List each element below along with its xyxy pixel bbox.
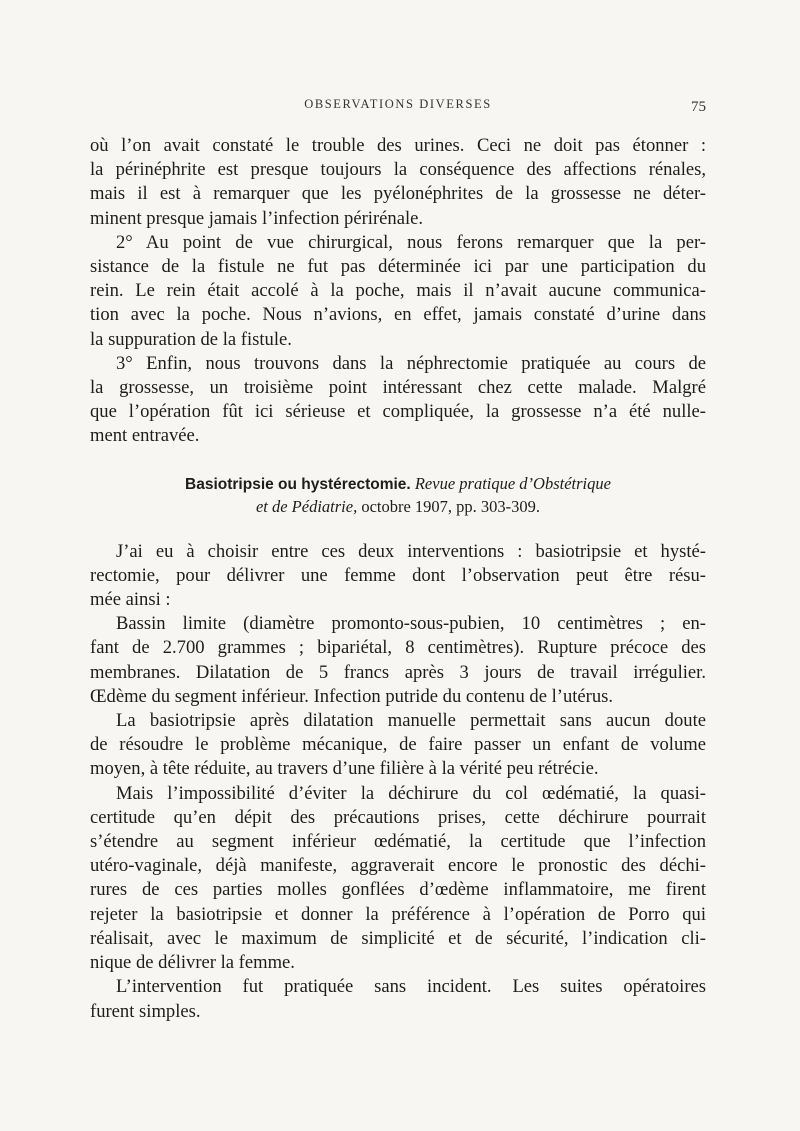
text-line: la suppuration de la fistule. [90,328,292,350]
text-line: Mais l’impossibilité d’éviter la déchirure du col œdématié, la quasi- [116,782,706,804]
text-line: rein. Le rein était accolé à la poche, mais il n’avait aucune communica- [90,280,706,302]
text-line: certitude qu’en dépit des précautions prises, cette déchirure pourrait [90,806,706,828]
text-line: 2° Au point de vue chirurgical, nous ferons remarquer que la per- [116,231,706,253]
text-line: fant de 2.700 grammes ; bipariétal, 8 centimètres). Rupture précoce des [90,637,706,659]
paragraph [90,782,706,976]
text-line: Bassin limite (diamètre promonto-sous-pubien, 10 centimètres ; en- [116,613,706,635]
text-line: la périnéphrite est presque toujours la conséquence des affections rénales, [90,159,706,181]
text-line: utéro-vaginale, déjà manifeste, aggraverait encore le pronostic des déchi- [90,855,706,877]
text-line: sistance de la fistule ne fut pas déterminée ici par une participation du [90,256,706,278]
text-line: La basiotripsie après dilatation manuelle permettait sans aucun doute [116,710,706,732]
section-title: Basiotripsie ou hystérectomie. [185,475,411,493]
text-line: rejeter la basiotripsie et donner la préférence à l’opération de Porro qui [90,903,706,925]
journal-name: Revue pratique d’Obstétrique [414,473,611,493]
text-line: nique de délivrer la femme. [90,952,295,974]
page-number: 75 [691,99,706,115]
text-line: réalisait, avec le maximum de simplicité et de sécurité, l’indication cli- [90,927,706,949]
page-header [90,97,706,121]
text-line: s’étendre au segment inférieur œdématié, la certitude que l’infection [90,831,706,853]
section-heading-line [90,473,706,496]
text-line: L’intervention fut pratiquée sans incident. Les suites opératoires [116,976,706,998]
text-line: de résoudre le problème mécanique, de faire passer un enfant de volume [90,734,706,756]
text-line: minent presque jamais l’infection périrénale. [90,207,424,229]
page-body [90,134,706,1024]
text-line: tion avec la poche. Nous n’avions, en effet, jamais constaté d’urine dans [90,304,706,326]
section-heading-line [90,496,706,518]
text-line: mais il est à remarquer que les pyélonéphrites de la grossesse ne déter- [90,183,706,205]
text-line: Œdème du segment inférieur. Infection putride du contenu de l’utérus. [90,685,614,707]
paragraph [90,540,706,613]
text-line: où l’on avait constaté le trouble des urines. Ceci ne doit pas étonner : [90,135,706,156]
text-line: la grossesse, un troisième point intéressant chez cette malade. Malgré [90,377,706,399]
section-heading [90,473,706,518]
text-line: J’ai eu à choisir entre ces deux interventions : basiotripsie et hysté- [116,540,706,562]
text-line: mée ainsi : [90,589,171,611]
text-line: membranes. Dilatation de 5 francs après 3 jours de travail irrégulier. [90,661,706,683]
paragraph [90,231,706,352]
paragraph [90,612,706,709]
publication-date-pages: octobre 1907, pp. 303-309. [361,496,541,516]
paragraph [90,709,706,782]
text-line: ment entravée. [90,425,200,447]
text-line: rectomie, pour délivrer une femme dont l’observation peut être résu- [90,564,706,586]
journal-name-cont: et de Pédiatrie, [255,496,358,516]
text-line: rures de ces parties molles gonflées d’œdème inflammatoire, me firent [90,879,706,901]
paragraph [90,975,706,1023]
paragraph [90,134,706,231]
paragraph [90,352,706,449]
text-line: furent simples. [90,1000,201,1022]
text-line: moyen, à tête réduite, au travers d’une filière à la vérité peu rétrécie. [90,758,599,780]
running-title: OBSERVATIONS DIVERSES [304,97,492,111]
text-line: que l’opération fût ici sérieuse et compliquée, la grossesse n’a été nulle- [90,401,706,423]
text-line: 3° Enfin, nous trouvons dans la néphrectomie pratiquée au cours de [116,352,706,374]
